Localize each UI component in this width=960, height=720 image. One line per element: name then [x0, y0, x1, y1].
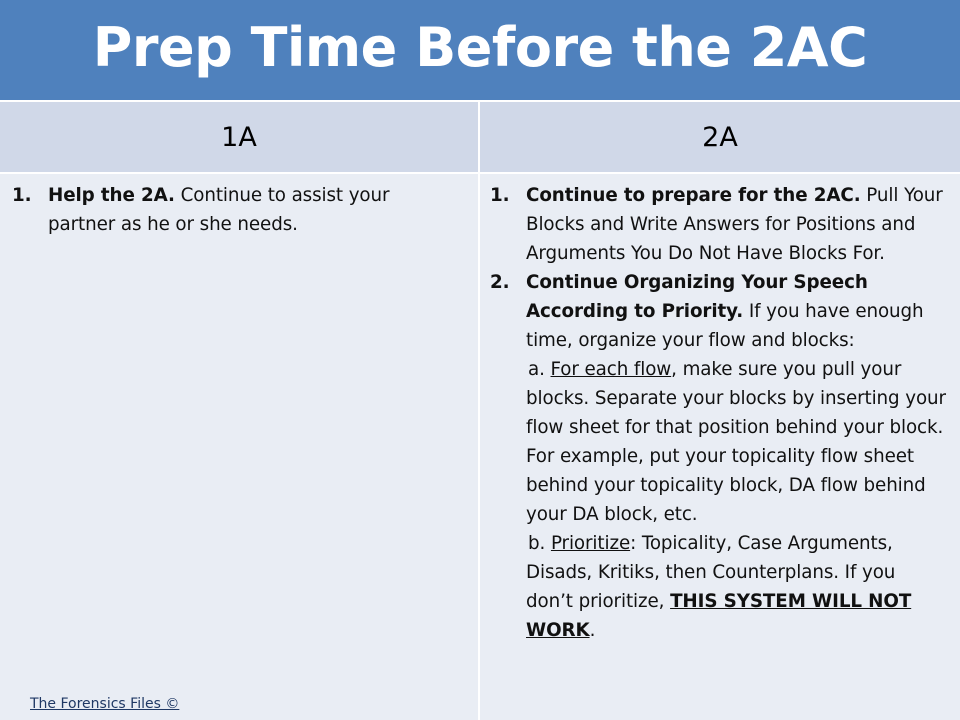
- item-heading: Continue Organizing Your Speech According to Priority.: [526, 272, 868, 322]
- sub-label: b.: [528, 533, 551, 554]
- sub-label: a.: [528, 359, 551, 380]
- item-number: 1.: [12, 185, 32, 206]
- slide-title: Prep Time Before the 2AC: [92, 15, 868, 79]
- item-2a-1: [490, 181, 946, 268]
- column-2a-content: [490, 181, 946, 645]
- footer-copyright: The Forensics Files ©: [30, 696, 180, 712]
- sub-text: : Topicality, Case Arguments, Disads, Kritiks, then Counterplans. If you don’t prioritize,: [526, 533, 896, 612]
- sub-underlined: Prioritize: [550, 533, 631, 554]
- sub-item-b: [490, 529, 946, 645]
- sub-emphasis: THIS SYSTEM WILL NOT WORK: [526, 591, 912, 641]
- item-heading: Continue to prepare for the 2AC.: [526, 185, 861, 206]
- item-2a-2: [490, 268, 946, 355]
- title-bar: [0, 0, 960, 102]
- header-2a: 2A: [480, 102, 960, 174]
- column-1a: [0, 174, 480, 720]
- item-text: If you have enough time, organize your flow and blocks:: [526, 301, 924, 351]
- item-text: Continue to assist your partner as he or she needs.: [48, 185, 390, 235]
- sub-end: .: [589, 620, 596, 641]
- prep-time-table: [0, 102, 960, 720]
- item-text: Pull Your Blocks and Write Answers for Positions and Arguments You Do Not Have Blocks For.: [526, 185, 943, 264]
- item-number: 2.: [490, 272, 510, 293]
- item-number: 1.: [490, 185, 510, 206]
- column-2a: [480, 174, 960, 720]
- sub-underlined: For each flow: [550, 359, 672, 380]
- header-1a: 1A: [0, 102, 480, 174]
- item-1a-1: [12, 181, 452, 239]
- sub-item-a: [490, 355, 946, 529]
- sub-text: , make sure you pull your blocks. Separate your blocks by inserting your flow sheet for that position behind your block. For example, put your topicality flow sheet behind your topicality block, DA flow behind your DA block, etc.: [526, 359, 946, 525]
- item-heading: Help the 2A.: [48, 185, 175, 206]
